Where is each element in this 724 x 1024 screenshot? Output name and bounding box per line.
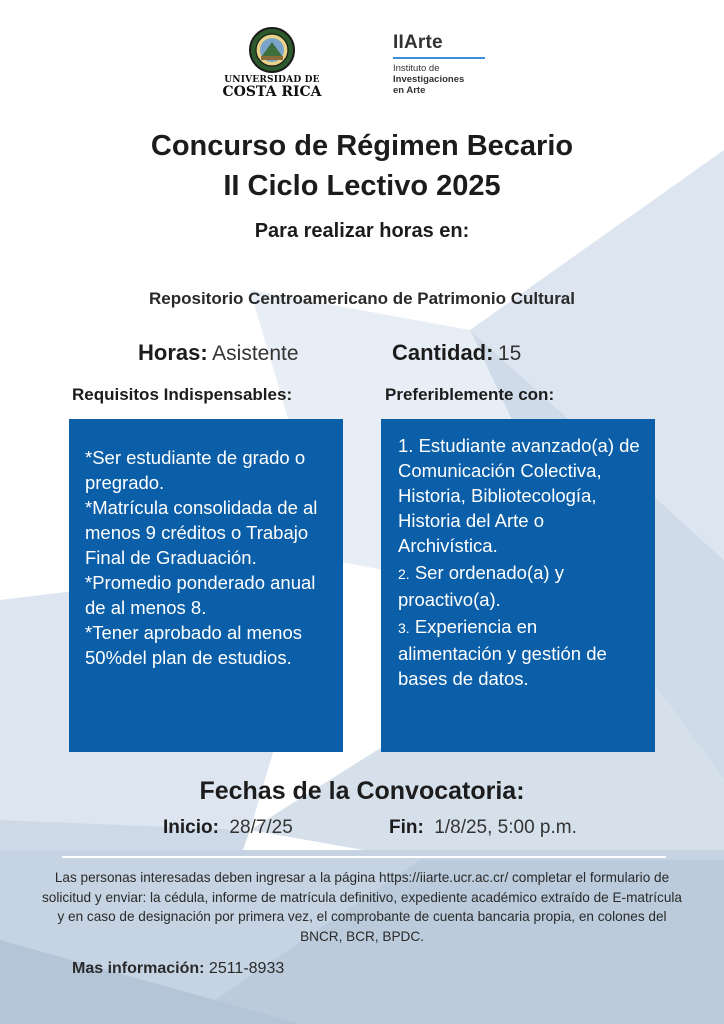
requirement-item: *Matrícula consolidada de al menos 9 créditos o Trabajo Final de Graduación.: [85, 497, 318, 568]
repository-name: Repositorio Centroamericano de Patrimonio Cultural: [148, 289, 575, 308]
iiarte-subtitle-2: Investigaciones: [393, 74, 465, 85]
hours-value: Asistente: [212, 342, 299, 365]
start-date: [163, 817, 293, 839]
page-title-line1: Concurso de Régimen Becario: [150, 130, 574, 162]
end-date-label: Fin:: [389, 817, 424, 838]
iiarte-rule: [393, 57, 485, 59]
ucr-name-line2: COSTA RICA: [222, 84, 322, 100]
preference-number: 2.: [398, 566, 410, 582]
preference-item: [398, 433, 643, 558]
preference-text: Experiencia en alimentación y gestión de bases de datos.: [398, 616, 607, 689]
requirements-heading: Requisitos Indispensables:: [72, 385, 293, 404]
hours-label: Horas:: [138, 340, 208, 365]
end-date: [389, 817, 577, 839]
ucr-name-line1: UNIVERSIDAD DE: [224, 75, 320, 85]
iiarte-subtitle-1: Instituto de: [393, 63, 440, 74]
preference-item: [398, 614, 643, 691]
contact-label: Mas información:: [72, 960, 205, 977]
iiarte-subtitle-3: en Arte: [393, 85, 426, 96]
start-date-label: Inicio:: [163, 817, 219, 838]
instructions-text: Las personas interesadas deben ingresar a la página https://iiarte.ucr.ac.cr/ completar el formulario de solicitud y enviar: la cédula, informe de matrícula definitivo, expediente académico extraído de E-matrícula y en caso de designación por primera vez, el comprobante de cuenta bancaria propia, en colones del BNCR, BCR, BPDC.: [42, 870, 682, 944]
preference-text: Estudiante avanzado(a) de Comunicación Colectiva, Historia, Bibliotecología, Historia del Arte o Archivística.: [398, 435, 640, 556]
preferences-heading: Preferiblemente con:: [385, 385, 555, 404]
page-title-line2: II Ciclo Lectivo 2025: [223, 170, 501, 202]
preferences-box: [381, 419, 655, 752]
iiarte-name: IIArte: [393, 32, 443, 53]
quantity-value: 15: [497, 342, 522, 365]
quantity-row: [392, 340, 521, 366]
ucr-logo: [222, 26, 322, 104]
iiarte-logo: [393, 32, 493, 96]
preference-number: 3.: [398, 620, 410, 636]
contact-line: [72, 960, 284, 978]
contact-phone: 2511-8933: [208, 960, 285, 977]
preference-text: Ser ordenado(a) y proactivo(a).: [398, 562, 564, 610]
start-date-value: 28/7/25: [229, 817, 293, 838]
ucr-seal-icon: [248, 26, 296, 74]
requirement-item: *Tener aprobado al menos 50%del plan de estudios.: [85, 622, 303, 668]
preference-item: [398, 560, 643, 612]
requirement-item: *Ser estudiante de grado o pregrado.: [85, 447, 306, 493]
end-date-value: 1/8/25, 5:00 p.m.: [434, 817, 577, 838]
divider: [62, 856, 666, 858]
quantity-label: Cantidad:: [392, 340, 494, 365]
preference-number: 1.: [398, 435, 414, 456]
requirement-item: *Promedio ponderado anual de al menos 8.: [85, 572, 316, 618]
page-subtitle: Para realizar horas en:: [254, 220, 470, 242]
requirements-box: [69, 419, 343, 752]
hours-row: [138, 340, 299, 366]
dates-heading: Fechas de la Convocatoria:: [199, 777, 525, 805]
